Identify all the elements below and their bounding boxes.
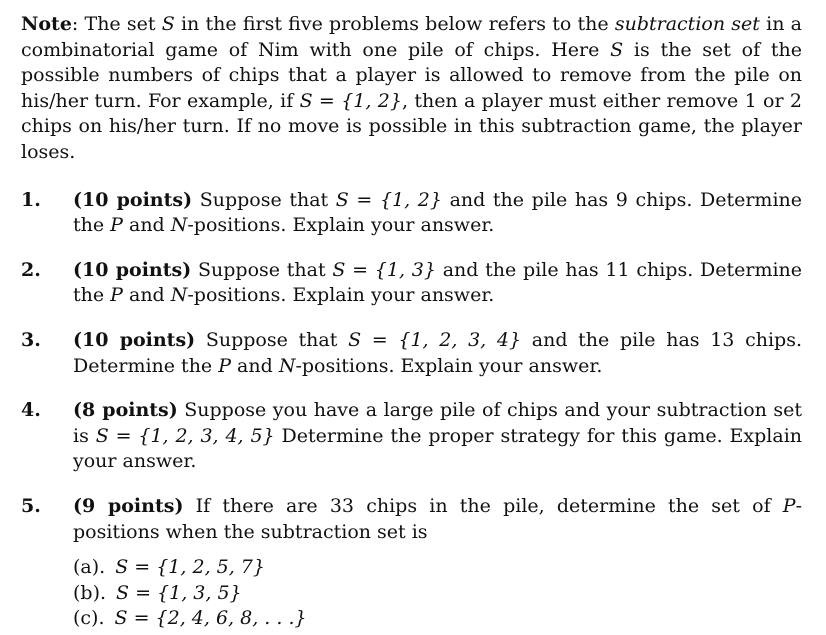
note-text: : The set [71, 13, 162, 35]
problem-body [73, 494, 802, 632]
subtraction-set-term: subtraction set [614, 13, 760, 35]
problem-text-part: and [122, 284, 171, 307]
problem-4 [21, 398, 802, 475]
points-label: (8 points) [73, 399, 178, 422]
problem-text-part: Suppose that [197, 258, 333, 281]
problem-text-part: and [122, 214, 171, 237]
p-symbol: P [110, 284, 123, 307]
option-c [73, 606, 802, 632]
problem-text-part: If there are 33 chips in the pile, determine the set of [195, 494, 783, 517]
note-text: is the set of the possible numbers of chips that a player is allowed to remove from the pile on his/her turn. For example, if [21, 38, 803, 112]
problem-1 [21, 188, 802, 239]
problem-number: 4. [21, 399, 41, 422]
option-label: (a). [73, 556, 106, 579]
problem-text [73, 328, 802, 379]
subtraction-set: S = {1, 2} [335, 188, 442, 211]
subtraction-set-options [73, 555, 802, 632]
problem-text-part: -positions. Explain your answer. [187, 284, 495, 307]
points-label: (10 points) [73, 328, 196, 351]
note-text: in a combinatorial game of Nim with one pile of chips. Here [21, 13, 802, 61]
n-symbol: N [278, 354, 296, 377]
note-text: in the first five problems below refers to the [174, 13, 615, 35]
points-label: (10 points) [73, 258, 192, 281]
problem-text-part: Suppose you have a large pile of chips and your subtraction set is [73, 399, 803, 447]
note-text: , then a player must either remove 1 or 2 chips on his/her turn. If no move is possible in this subtraction game, the player loses. [21, 89, 802, 163]
points-label: (10 points) [73, 188, 193, 211]
example-set: S = {1, 2} [299, 89, 402, 112]
p-symbol: P [782, 494, 796, 517]
option-set: S = {1, 3, 5} [116, 581, 242, 604]
problem-text-part: and [231, 354, 279, 377]
problem-text [73, 258, 802, 309]
problem-text-part: and the pile has 11 chips. Determine the [73, 258, 803, 307]
problem-text-part: and the pile has 13 chips. Determine the [73, 328, 802, 377]
p-symbol: P [218, 354, 232, 377]
option-set: S = {1, 2, 5, 7} [115, 556, 265, 579]
problem-number: 2. [21, 258, 41, 281]
option-set: S = {2, 4, 6, 8, . . .} [114, 607, 307, 630]
note-label: Note [21, 13, 72, 35]
problem-text-part: Suppose that [205, 328, 349, 351]
problem-text-part: and the pile has 9 chips. Determine the [73, 188, 802, 237]
note-paragraph [21, 12, 802, 166]
problem-text-part: Suppose that [199, 188, 336, 211]
n-symbol: N [170, 284, 188, 307]
problem-text-part: Determine the proper strategy for this game. Explain your answer. [73, 424, 803, 473]
set-symbol: S [610, 38, 624, 61]
n-symbol: N [170, 214, 188, 237]
set-symbol: S [161, 13, 175, 35]
problem-text [73, 398, 802, 475]
problem-2 [21, 258, 802, 309]
points-label: (9 points) [73, 494, 184, 517]
p-symbol: P [110, 214, 123, 237]
problem-number: 3. [21, 328, 41, 351]
option-a [73, 555, 802, 581]
option-label: (c). [73, 607, 105, 630]
option-b [73, 581, 802, 607]
problem-text-part: -positions when the subtraction set is [73, 494, 803, 543]
option-label: (b). [73, 581, 107, 604]
problem-text [73, 188, 802, 239]
problem-text-part: -positions. Explain your answer. [295, 354, 603, 377]
problem-number: 1. [21, 188, 41, 211]
problem-number: 5. [21, 494, 41, 517]
subtraction-set: S = {1, 2, 3, 4, 5} [95, 424, 275, 447]
problem-5 [21, 494, 802, 632]
subtraction-set: S = {1, 3} [332, 258, 436, 281]
problem-text-part: -positions. Explain your answer. [187, 214, 495, 237]
problem-text [73, 494, 802, 545]
problem-3 [21, 328, 802, 379]
subtraction-set: S = {1, 2, 3, 4} [348, 328, 522, 351]
